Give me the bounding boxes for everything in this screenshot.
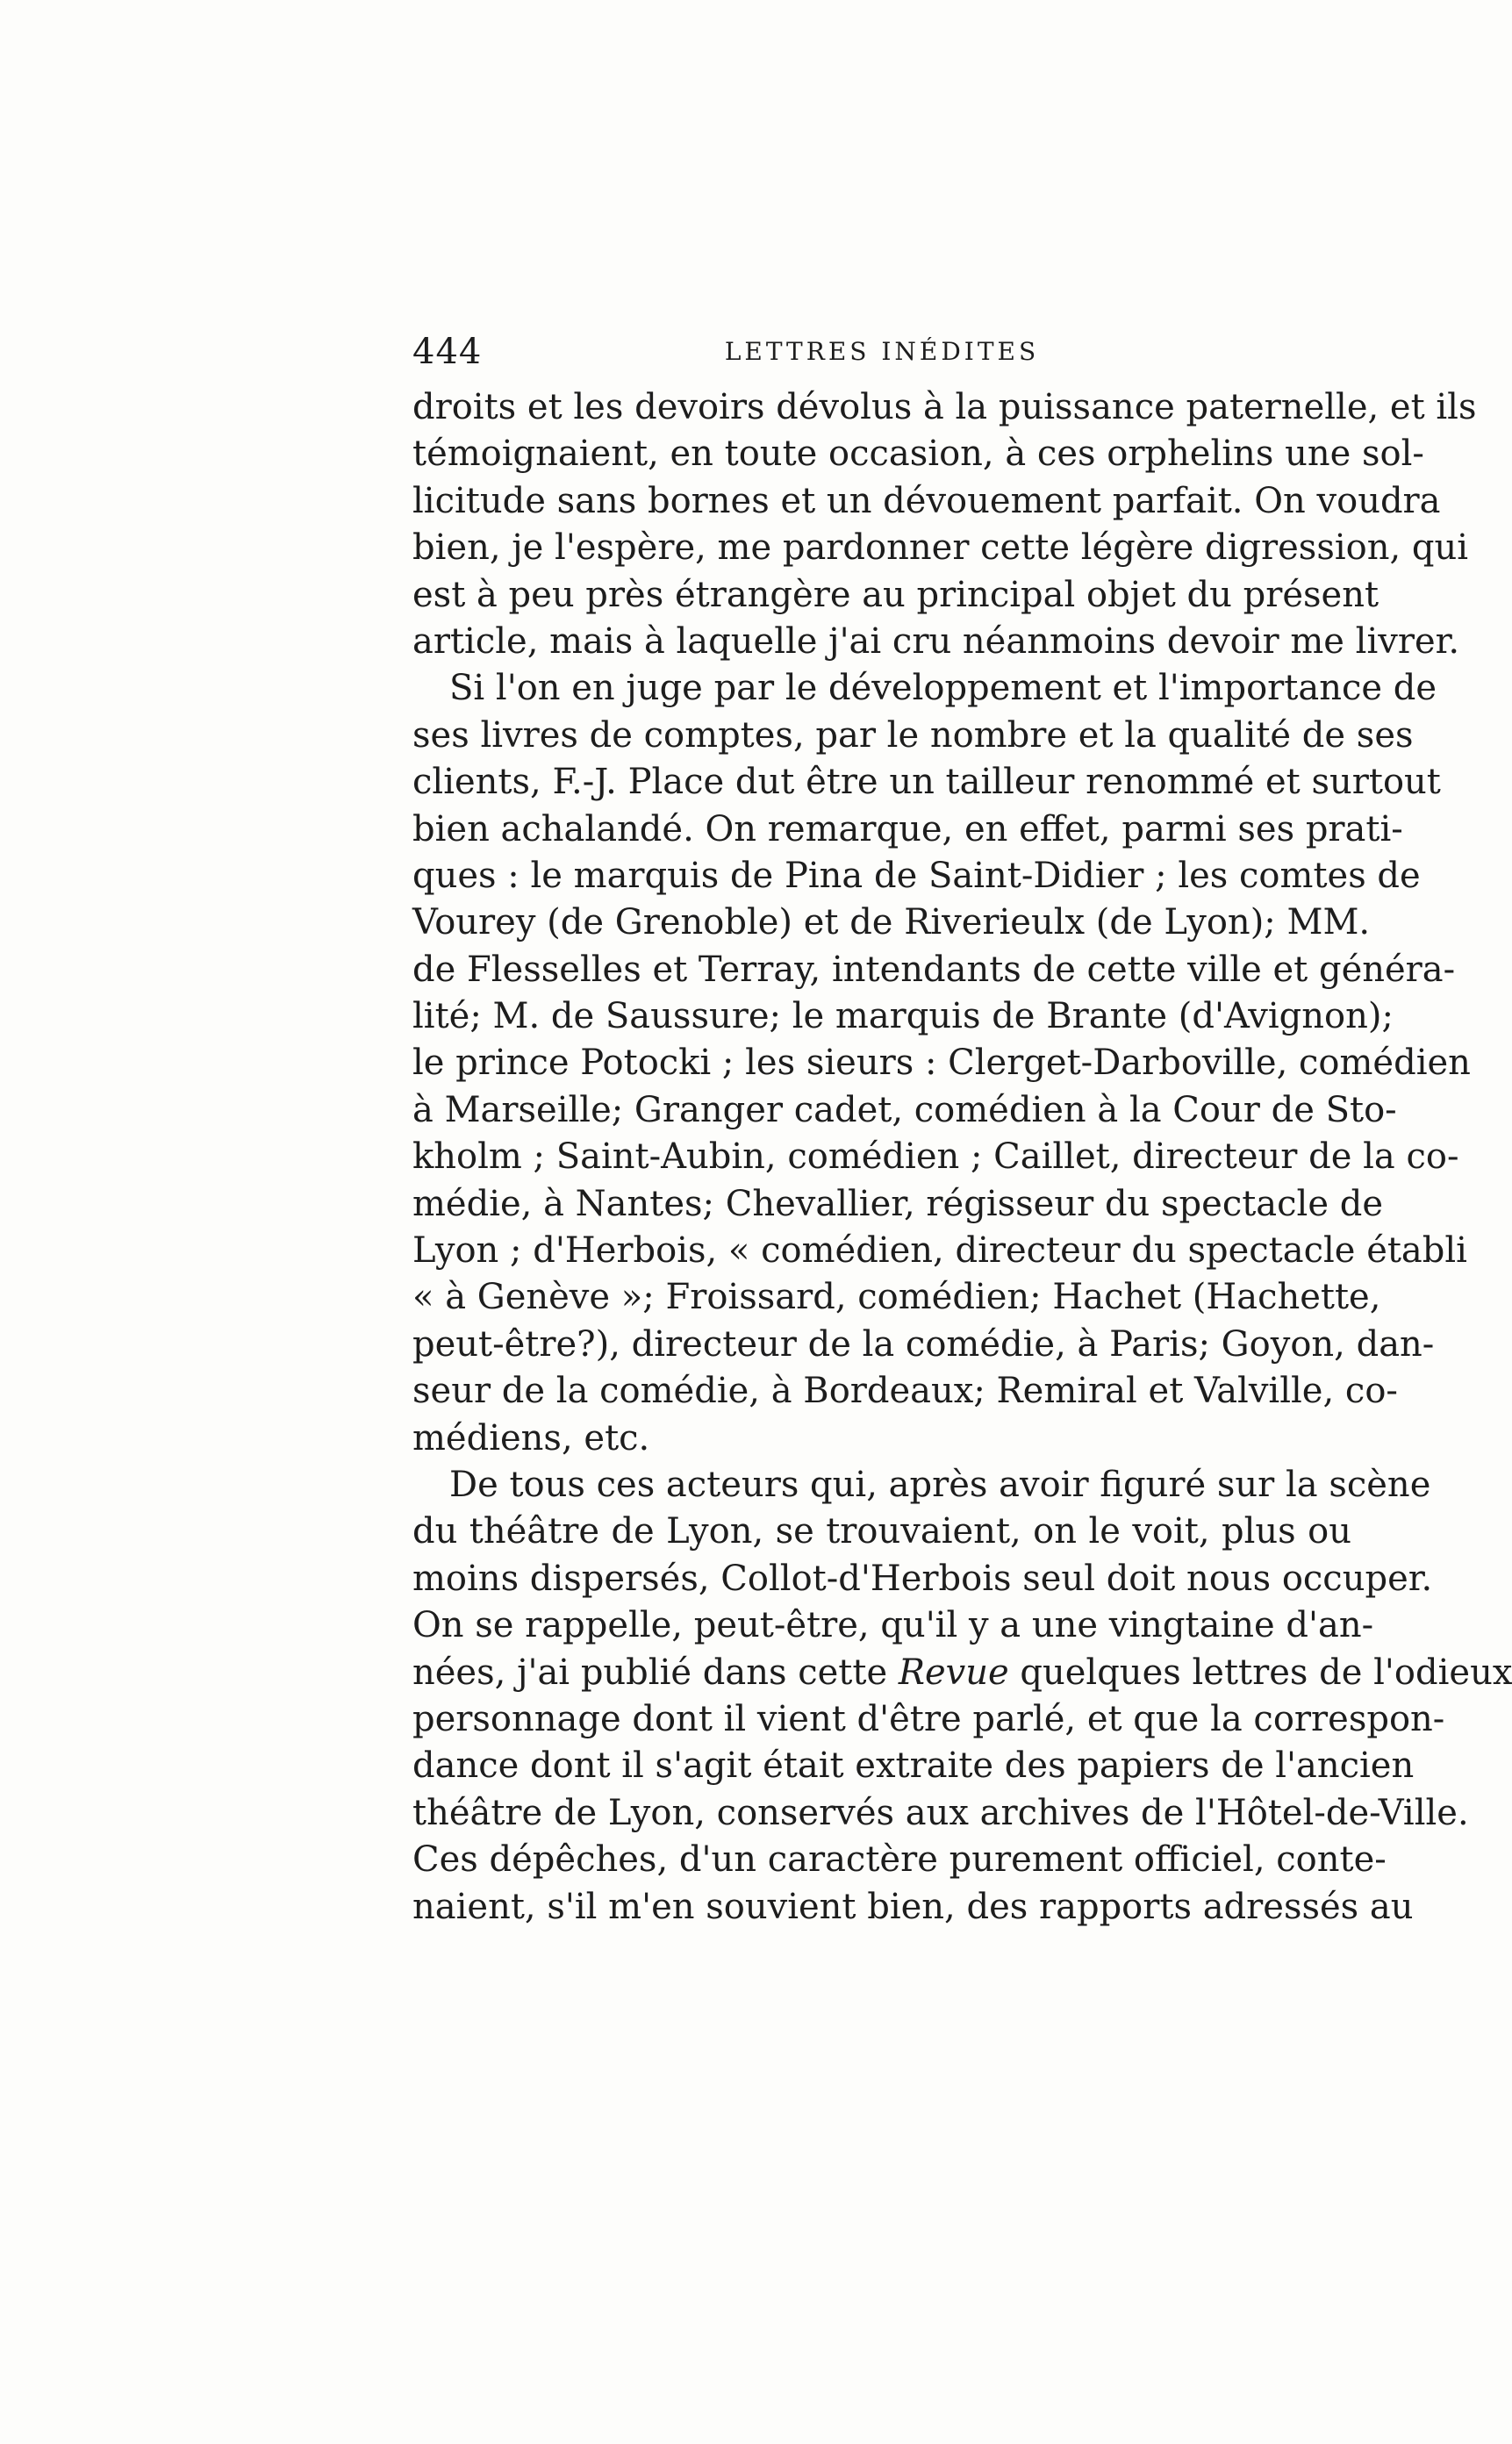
text-line: médie, à Nantes; Chevallier, régisseur du spectacle de — [412, 1183, 1384, 1224]
text-line: De tous ces acteurs qui, après avoir figuré sur la scène — [449, 1464, 1431, 1505]
text-line: seur de la comédie, à Bordeaux; Remiral et Valville, co- — [412, 1371, 1398, 1412]
text-line: du théâtre de Lyon, se trouvaient, on le voit, plus ou — [412, 1511, 1351, 1552]
text-line: le prince Potocki ; les sieurs : Clerget-Darboville, comédien — [412, 1043, 1471, 1084]
text-line: licitude sans bornes et un dévouement parfait. On voudra — [412, 480, 1441, 521]
text-line: bien achalandé. On remarque, en effet, parmi ses prati- — [412, 808, 1403, 849]
text-segment: quelques lettres de l'odieux — [1008, 1652, 1512, 1693]
text-line: à Marseille; Granger cadet, comédien à la Cour de Sto- — [412, 1089, 1397, 1130]
text-line: dance dont il s'agit était extraite des papiers de l'ancien — [412, 1745, 1415, 1787]
running-title: LETTRES INÉDITES — [724, 337, 1040, 366]
text-line: lité; M. de Saussure; le marquis de Brante (d'Avignon); — [412, 996, 1394, 1037]
text-segment: nées, j'ai publié dans cette — [412, 1652, 899, 1693]
text-line: article, mais à laquelle j'ai cru néanmoins devoir me livrer. — [412, 620, 1460, 662]
text-line: Si l'on en juge par le développement et l'importance de — [449, 668, 1437, 709]
text-line: ses livres de comptes, par le nombre et la qualité de ses — [412, 714, 1414, 756]
text-line: Vourey (de Grenoble) et de Riverieulx (de Lyon); MM. — [412, 902, 1371, 943]
text-line: bien, je l'espère, me pardonner cette légère digression, qui — [412, 527, 1469, 569]
text-line-with-italic — [412, 1650, 1512, 1696]
text-line: On se rappelle, peut-être, qu'il y a une vingtaine d'an- — [412, 1605, 1374, 1646]
text-line: droits et les devoirs dévolus à la puissance paternelle, et ils — [412, 387, 1477, 427]
text-line: de Flesselles et Terray, intendants de cette ville et généra- — [412, 949, 1456, 990]
text-line: clients, F.-J. Place dut être un tailleur renommé et surtout — [412, 762, 1441, 803]
text-line: Lyon ; d'Herbois, « comédien, directeur du spectacle établi — [412, 1230, 1467, 1272]
text-line: kholm ; Saint-Aubin, comédien ; Caillet, directeur de la co- — [412, 1136, 1459, 1178]
journal-title-italic: Revue — [898, 1652, 1009, 1693]
text-line: Ces dépêches, d'un caractère purement officiel, conte- — [412, 1839, 1387, 1881]
text-line: médiens, etc. — [412, 1417, 650, 1459]
text-line: naient, s'il m'en souvient bien, des rapports adressés au — [412, 1886, 1414, 1927]
text-line: « à Genève »; Froissard, comédien; Hachet (Hachette, — [412, 1277, 1381, 1318]
text-line: moins dispersés, Collot-d'Herbois seul doit nous occuper. — [412, 1558, 1433, 1599]
text-line: personnage dont il vient d'être parlé, et que la correspon- — [412, 1698, 1445, 1739]
text-line: théâtre de Lyon, conservés aux archives de l'Hôtel-de-Ville. — [412, 1792, 1469, 1833]
text-line: est à peu près étrangère au principal objet du présent — [412, 574, 1379, 615]
page-header — [412, 332, 1351, 384]
body-text — [412, 384, 1512, 1931]
text-line: témoignaient, en toute occasion, à ces orphelins une sol- — [412, 434, 1424, 475]
text-line: ques : le marquis de Pina de Saint-Didier ; les comtes de — [412, 855, 1421, 896]
page-number: 444 — [412, 332, 483, 372]
text-line: peut-être?), directeur de la comédie, à Paris; Goyon, dan- — [412, 1323, 1435, 1365]
